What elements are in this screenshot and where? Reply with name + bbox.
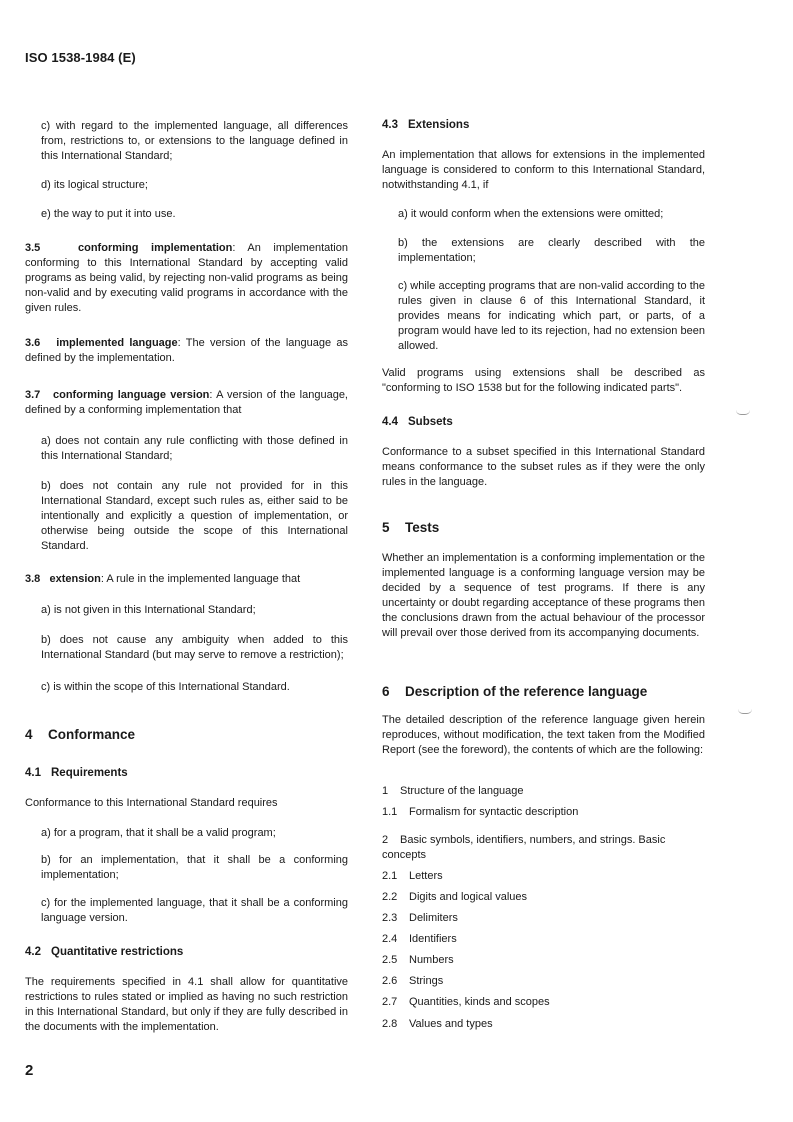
heading-clause-5: [382, 519, 705, 537]
toc-title: Quantities, kinds and scopes: [409, 996, 550, 1008]
toc-entry: [382, 995, 705, 1010]
definition-3-7: [25, 388, 348, 418]
toc-number: 2.4: [382, 933, 398, 945]
document-header: ISO 1538-1984 (E): [25, 50, 136, 65]
toc-number: 2.6: [382, 975, 398, 987]
heading-4-3: [382, 118, 705, 133]
heading-title: Requirements: [51, 767, 128, 779]
definition-text: : An implementation conforming to this International Standard by accepting valid programs as being valid, by rejecting non-valid programs as being non-valid and by executing valid programs in accordance with the given rules.: [25, 242, 348, 314]
toc-entry: [382, 890, 705, 905]
toc-number: 1.1: [382, 806, 398, 818]
paragraph-4-3: An implementation that allows for extensions in the implemented language is considered to conform to this International Standard, notwithstanding 4.1, if: [382, 149, 705, 191]
list-item-a: a) is not given in this International Standard;: [41, 604, 256, 616]
list-item-b: b) does not cause any ambiguity when added to this International Standard (but may serve to remove a restriction);: [41, 634, 348, 661]
toc-entry: [382, 932, 705, 947]
toc-title: Basic symbols, identifiers, numbers, and strings. Basic concepts: [382, 834, 666, 861]
definition-text: : A version of the language, defined by a conforming implementation that: [25, 389, 348, 416]
heading-number: 4.3: [382, 119, 398, 131]
toc-entry: [382, 953, 705, 968]
section-number: 3.6: [25, 337, 41, 349]
definition-3-8: [25, 572, 348, 587]
definition-3-5: [25, 241, 348, 316]
section-number: 3.8: [25, 573, 41, 585]
heading-number: 6: [382, 684, 390, 699]
list-item-a: a) for a program, that it shall be a valid program;: [41, 827, 276, 839]
toc-entry: [382, 869, 705, 884]
heading-title: Subsets: [408, 416, 453, 428]
section-number: 3.5: [25, 242, 41, 254]
paragraph-5: Whether an implementation is a conforming implementation or the implemented language is a conforming language version may be decided by a sequence of test programs. If there is any uncertainty or doubt regarding acceptance of these programs then the conclusions drawn from the actual behaviour of the processor will prevail over those derived from its accompanying documents.: [382, 552, 705, 639]
toc-number: 2.3: [382, 912, 398, 924]
heading-clause-4: [25, 726, 348, 744]
list-item-b: b) does not contain any rule not provided for in this International Standard, except such rules as, either said to be intentionally and explicitly a question of implementation, or otherwise being outside the scope of this International Standard.: [41, 480, 348, 552]
toc-entry: [382, 974, 705, 989]
list-item-b: b) for an implementation, that it shall be a conforming implementation;: [41, 854, 348, 881]
toc-entry: [382, 784, 705, 799]
heading-title: Extensions: [408, 119, 470, 131]
paragraph-4-4: Conformance to a subset specified in this International Standard means conformance to the subset rules as if they were the only rules in the language.: [382, 446, 705, 488]
definition-text: : A rule in the implemented language that: [100, 573, 301, 585]
list-item-c: c) is within the scope of this International Standard.: [41, 681, 290, 693]
heading-clause-6: [382, 683, 705, 701]
toc-number: 2.8: [382, 1018, 398, 1030]
toc-title: Strings: [409, 975, 444, 987]
heading-title: Tests: [405, 520, 440, 535]
margin-mark: [738, 709, 752, 714]
heading-number: 4.1: [25, 767, 41, 779]
heading-4-4: [382, 415, 705, 430]
page-number: 2: [25, 1062, 34, 1079]
toc-number: 2.5: [382, 954, 398, 966]
section-number: 3.7: [25, 389, 41, 401]
toc-title: Delimiters: [409, 912, 458, 924]
list-item-d: d) its logical structure;: [41, 179, 148, 191]
definition-text: : The version of the language as defined by the implementation.: [25, 337, 349, 364]
heading-title: Quantitative restrictions: [51, 946, 184, 958]
toc-title: Digits and logical values: [409, 891, 528, 903]
heading-title: Conformance: [48, 727, 136, 742]
defined-term: extension: [49, 573, 101, 585]
heading-number: 4: [25, 727, 33, 742]
toc-number: 2.1: [382, 870, 398, 882]
paragraph-4-1: Conformance to this International Standard requires: [25, 797, 278, 809]
paragraph-6: The detailed description of the reference language given herein reproduces, without modification, the text taken from the Modified Report (see the foreword), the contents of which are the following:: [382, 714, 705, 756]
list-item-c: c) while accepting programs that are non-valid according to the rules given in clause 6 of this International Standard, it provides means for indicating which part, or parts, of a program would have led to its rejection, had no extension been allowed.: [398, 280, 705, 352]
toc-entry: [382, 1017, 705, 1032]
list-item-e: e) the way to put it into use.: [41, 208, 176, 220]
list-item-c: c) for the implemented language, that it shall be a conforming language version.: [41, 897, 348, 924]
paragraph-4-2: The requirements specified in 4.1 shall allow for quantitative restrictions to rules stated or implied as having no such restriction in this International Standard, but only if they are fully described in the documents with the implementation.: [25, 976, 348, 1033]
paragraph-4-3-valid-programs: Valid programs using extensions shall be described as "conforming to ISO 1538 but for the following indicated parts".: [382, 367, 705, 394]
heading-number: 4.2: [25, 946, 41, 958]
toc-number: 1: [382, 785, 389, 797]
list-item-a: a) it would conform when the extensions were omitted;: [398, 208, 664, 220]
heading-title: Description of the reference language: [405, 684, 648, 699]
list-item-b: b) the extensions are clearly described with the implementation;: [398, 237, 705, 264]
toc-title: Values and types: [409, 1018, 493, 1030]
toc-number: 2: [382, 834, 389, 846]
defined-term: conforming implementation: [78, 242, 233, 254]
margin-mark: [736, 410, 750, 415]
list-item-a: a) does not contain any rule conflicting with those defined in this International Standard;: [41, 435, 348, 462]
toc-title: Formalism for syntactic description: [409, 806, 579, 818]
heading-number: 4.4: [382, 416, 398, 428]
toc-number: 2.2: [382, 891, 398, 903]
list-item-c: c) with regard to the implemented language, all differences from, restrictions to, or extensions to the language defined in this International Standard;: [41, 120, 348, 162]
heading-4-1: [25, 766, 348, 781]
toc-title: Numbers: [409, 954, 454, 966]
defined-term: implemented language: [56, 337, 178, 349]
toc-title: Letters: [409, 870, 443, 882]
heading-number: 5: [382, 520, 390, 535]
toc-entry: [382, 833, 705, 863]
toc-entry: [382, 911, 705, 926]
toc-number: 2.7: [382, 996, 398, 1008]
defined-term: conforming language version: [53, 389, 210, 401]
definition-3-6: [25, 336, 348, 366]
toc-entry: [382, 805, 705, 820]
toc-title: Structure of the language: [400, 785, 524, 797]
toc-title: Identifiers: [409, 933, 457, 945]
heading-4-2: [25, 945, 348, 960]
